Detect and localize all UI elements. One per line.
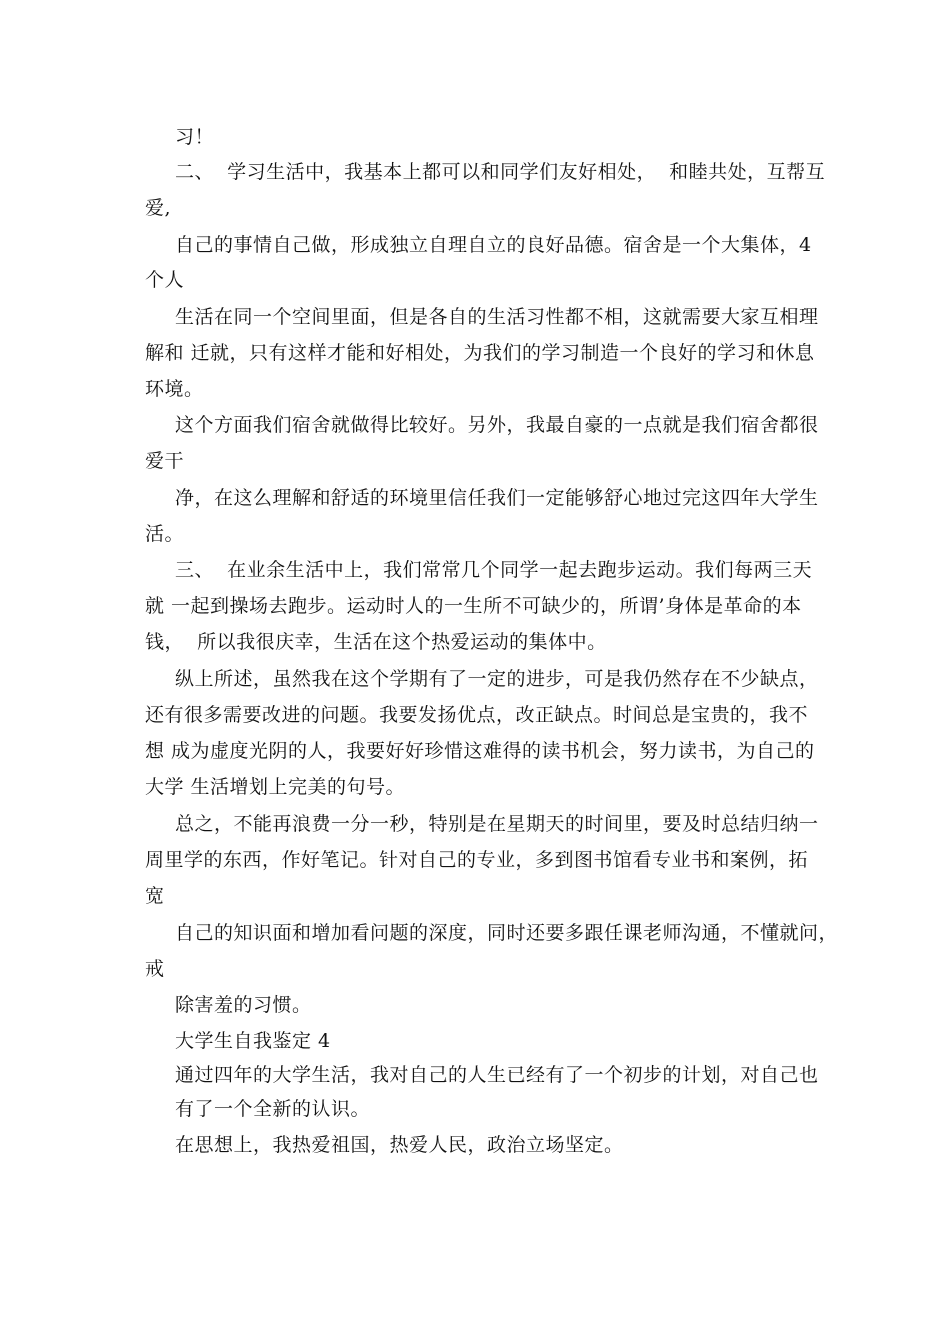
text-line: 自己的事情自己做，形成独立自理自立的良好品德。宿舍是一个大集体，4 <box>175 234 812 256</box>
text-line: 钱， 所以我很庆幸，生活在这个热爱运动的集体中。 <box>145 631 607 653</box>
text-line: 三、 在业余生活中上，我们常常几个同学一起去跑步运动。我们每两三天 <box>175 559 813 581</box>
text-line: 个人 <box>145 269 185 291</box>
text-line: 宽 <box>145 885 165 907</box>
text-line: 生活在同一个空间里面，但是各自的生活习性都不相，这就需要大家互相理 <box>175 306 819 328</box>
text-line: 纵上所述，虽然我在这个学期有了一定的进步，可是我仍然存在不少缺点， <box>175 668 819 690</box>
text-line: 戒 <box>145 958 165 980</box>
text-line: 解和 迁就，只有这样才能和好相处，为我们的学习制造一个良好的学习和休息 <box>145 342 815 364</box>
text-line: 想 成为虚度光阴的人，我要好好珍惜这难得的读书机会，努力读书，为自己的 <box>145 740 815 762</box>
text-line: 总之，不能再浪费一分一秒，特别是在星期天的时间里，要及时总结归纳一 <box>175 813 819 835</box>
text-line: 活。 <box>145 523 185 545</box>
text-line: 自己的知识面和增加看问题的深度，同时还要多跟任课老师沟通，不懂就问， <box>175 922 839 944</box>
text-line: 爱, <box>145 197 172 219</box>
text-line: 通过四年的大学生活，我对自己的人生已经有了一个初步的计划，对自己也 <box>175 1064 819 1086</box>
text-line: 就 一起到操场去跑步。运动时人的一生所不可缺少的，所谓’身体是革命的本 <box>145 595 802 617</box>
text-line: 净，在这么理解和舒适的环境里信任我们一定能够舒心地过完这四年大学生 <box>175 487 819 509</box>
text-line: 大学 生活增划上完美的句号。 <box>145 776 406 798</box>
section-heading: 大学生自我鉴定 4 <box>175 1030 331 1052</box>
text-line: 除害羞的习惯。 <box>175 994 312 1016</box>
text-line: 习！ <box>175 126 215 148</box>
text-line: 在思想上，我热爱祖国，热爱人民，政治立场坚定。 <box>175 1134 624 1156</box>
text-line: 周里学的东西，作好笔记。针对自己的专业，多到图书馆看专业书和案例，拓 <box>145 849 809 871</box>
text-line: 还有很多需要改进的问题。我要发扬优点，改正缺点。时间总是宝贵的，我不 <box>145 704 809 726</box>
text-line: 二、 学习生活中，我基本上都可以和同学们友好相处， 和睦共处，互帮互 <box>175 161 826 183</box>
text-line: 这个方面我们宿舍就做得比较好。另外，我最自豪的一点就是我们宿舍都很 <box>175 414 819 436</box>
text-line: 环境。 <box>145 378 204 400</box>
text-line: 有了一个全新的认识。 <box>175 1098 371 1120</box>
text-line: 爱干 <box>145 450 185 472</box>
